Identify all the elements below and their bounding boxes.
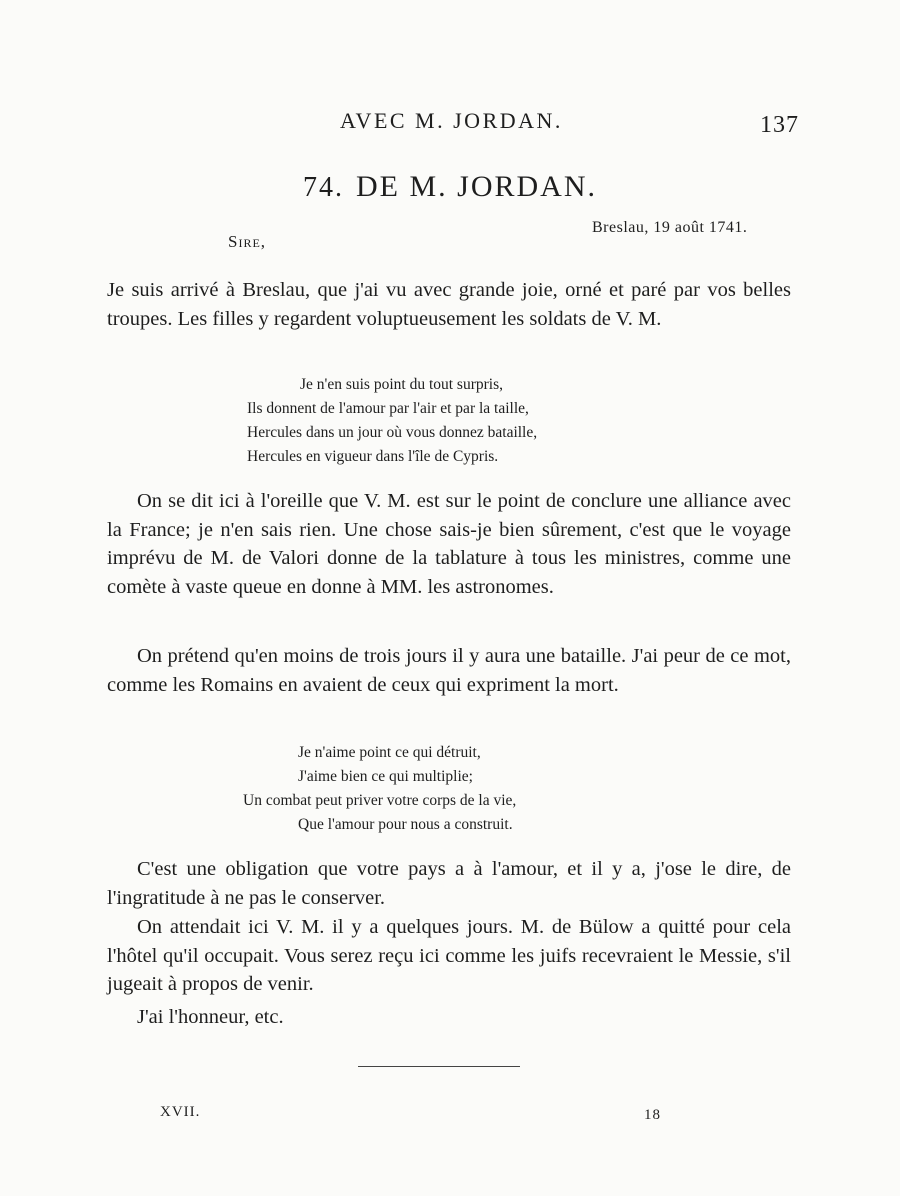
letter-heading: [0, 170, 900, 204]
letter-title: DE M. JORDAN.: [355, 170, 597, 203]
paragraph: On attendait ici V. M. il y a quelques jours. M. de Bülow a quitté pour cela l'hôtel qu'il occupait. Vous serez reçu ici comme les juifs recevraient le Messie, s'il jugeait à propos de venir.: [107, 916, 791, 995]
paragraph: On prétend qu'en moins de trois jours il y aura une bataille. J'ai peur de ce mot, comme les Romains en avaient de ceux qui expriment la mort.: [107, 645, 791, 696]
sheet-number: 18: [644, 1107, 661, 1123]
verse-line: Un combat peut priver votre corps de la vie,: [243, 792, 517, 809]
verse-line: Ils donnent de l'amour par l'air et par la taille,: [247, 400, 529, 417]
paragraph: Je suis arrivé à Breslau, que j'ai vu avec grande joie, orné et paré par vos belles troupes. Les filles y regardent voluptueusement les soldats de V. M.: [107, 279, 791, 330]
verse-stanza: [247, 373, 537, 469]
closing-formula: J'ai l'honneur, etc.: [137, 1006, 284, 1028]
salutation: Sire,: [228, 232, 267, 251]
letter-number: 74.: [302, 172, 344, 203]
verse-line: Hercules dans un jour où vous donnez bataille,: [247, 424, 538, 441]
running-title: AVEC M. JORDAN.: [340, 108, 563, 133]
verse-stanza: [243, 741, 516, 837]
verse-line: Je n'aime point ce qui détruit,: [298, 744, 481, 761]
signature-mark: XVII.: [160, 1104, 201, 1120]
verse-line: Hercules en vigueur dans l'île de Cypris.: [247, 448, 499, 465]
paragraph: C'est une obligation que votre pays a à l'amour, et il y a, j'ose le dire, de l'ingratitude à ne pas le conserver.: [107, 858, 791, 909]
verse-line: Que l'amour pour nous a construit.: [298, 816, 513, 833]
verse-line: Je n'en suis point du tout surpris,: [300, 376, 503, 393]
dateline: Breslau, 19 août 1741.: [592, 219, 748, 236]
page-number: 137: [760, 112, 799, 138]
verse-line: J'aime bien ce qui multiplie;: [298, 768, 473, 785]
section-divider: [358, 1066, 520, 1067]
paragraph: On se dit ici à l'oreille que V. M. est sur le point de conclure une alliance avec la France; je n'en sais rien. Une chose sais-je bien sûrement, c'est que le voyage imprévu de M. de Valori donne de la tablature à tous les ministres, comme une comète à vaste queue en donne à MM. les astronomes.: [107, 490, 791, 598]
running-head: [0, 108, 900, 138]
